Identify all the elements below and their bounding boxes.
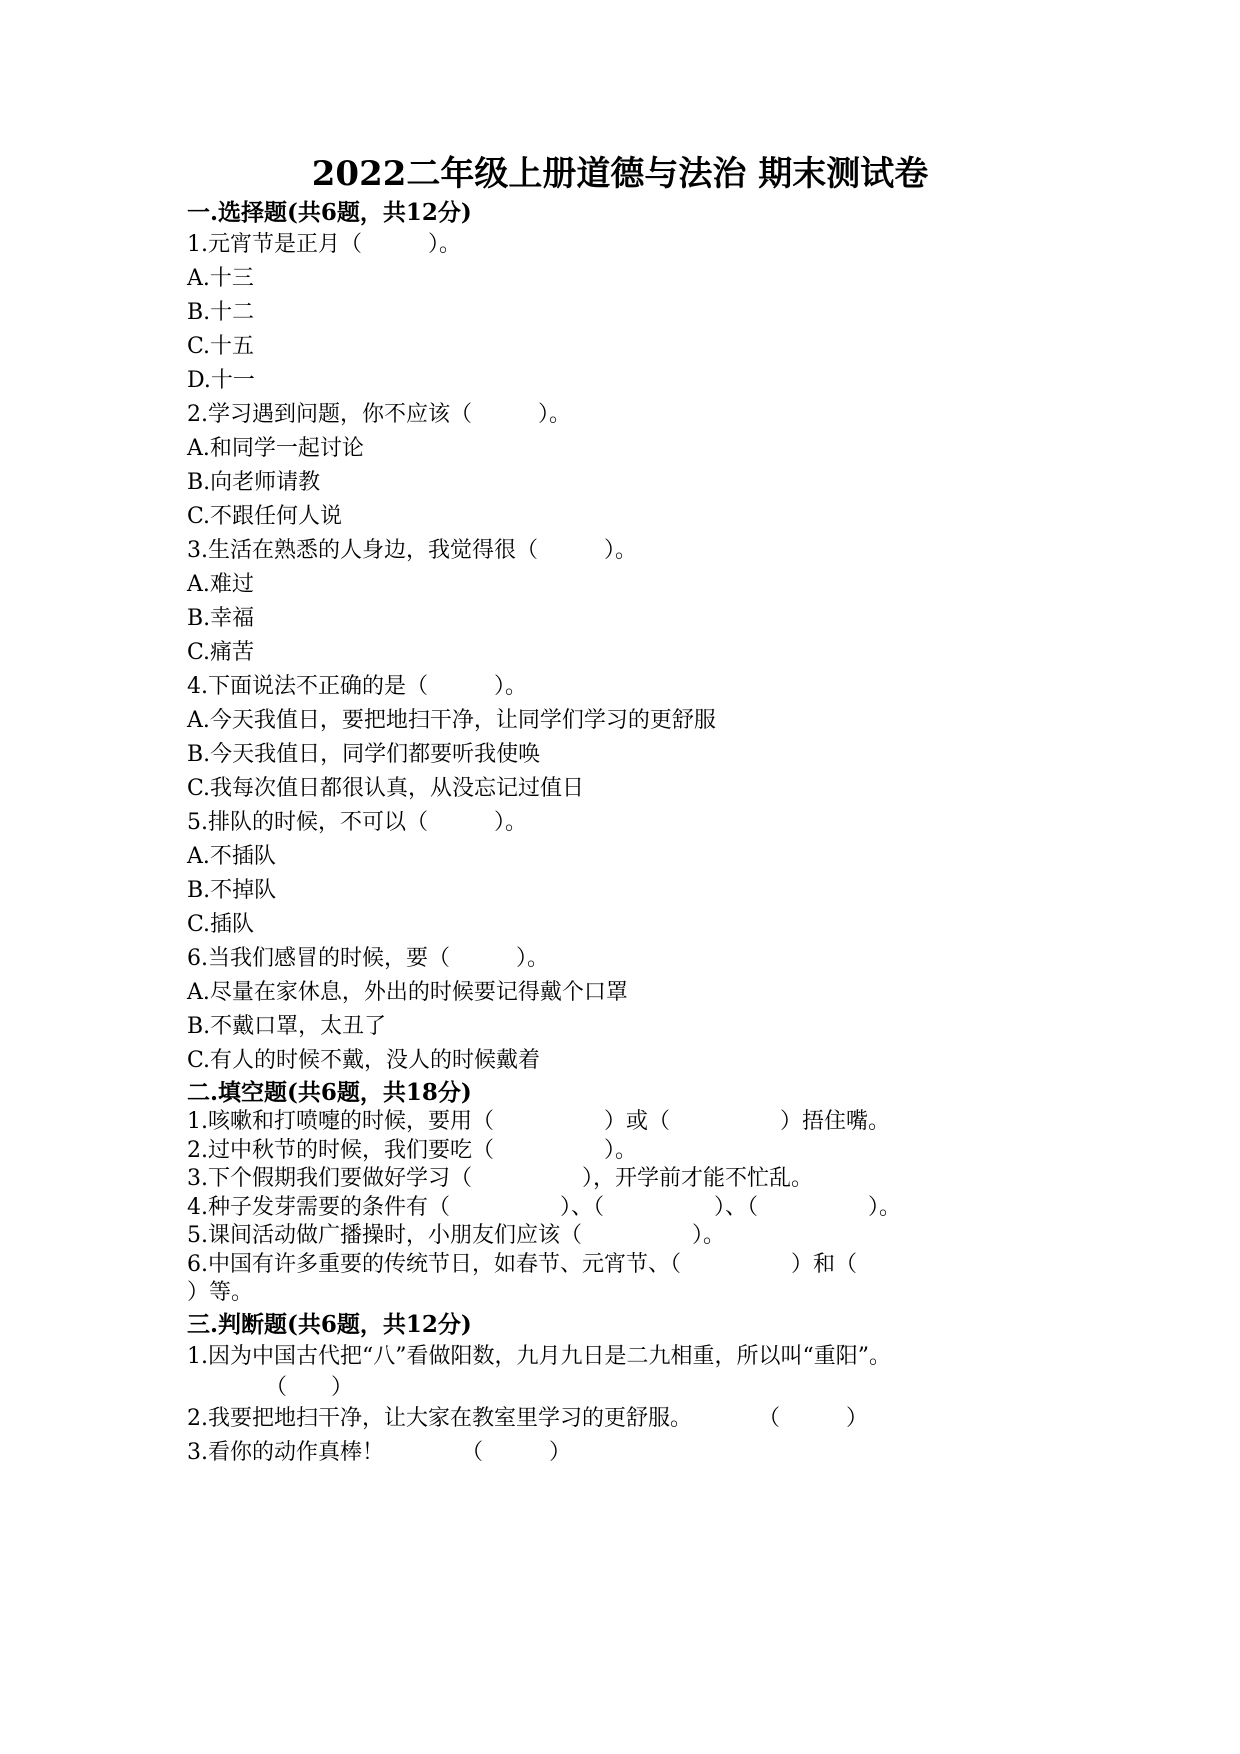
option-c: C.有人的时候不戴，没人的时候戴着 [187, 1048, 541, 1073]
option-c: C.不跟任何人说 [187, 504, 343, 529]
section-heading-choice: 一.选择题(共6题，共12分) [187, 199, 472, 226]
judge-question: 1.因为中国古代把“八”看做阳数，九月九日是二九相重，所以叫“重阳”。 [187, 1343, 891, 1369]
judge-answer-brackets: （ ） [265, 1374, 354, 1400]
fill-question: 5.课间活动做广播操时，小朋友们应该（ ）。 [187, 1223, 725, 1248]
judge-question: 3.看你的动作真棒！ （ ） [187, 1439, 571, 1465]
fill-question: 2.过中秋节的时候，我们要吃（ ）。 [187, 1137, 637, 1163]
page-title: 2022二年级上册道德与法治 期末测试卷 [311, 154, 929, 194]
option-b: B.十二 [187, 300, 255, 325]
option-a: A.不插队 [187, 844, 276, 869]
question-stem: 4.下面说法不正确的是（ ）。 [187, 674, 527, 699]
option-b: B.今天我值日，同学们都要听我使唤 [187, 742, 541, 767]
question-stem: 2.学习遇到问题，你不应该（ ）。 [187, 402, 571, 427]
option-b: B.幸福 [187, 606, 255, 631]
fill-question: 6.中国有许多重要的传统节日，如春节、元宵节、（ ）和（ [187, 1251, 857, 1277]
option-a: A.尽量在家休息，外出的时候要记得戴个口罩 [187, 980, 628, 1005]
option-a: A.今天我值日，要把地扫干净，让同学们学习的更舒服 [187, 708, 716, 733]
option-c: C.插队 [187, 912, 255, 937]
judge-question: 2.我要把地扫干净，让大家在教室里学习的更舒服。 （ ） [187, 1405, 868, 1431]
fill-question: 1.咳嗽和打喷嚏的时候，要用（ ）或（ ）捂住嘴。 [187, 1109, 890, 1134]
option-c: C.十五 [187, 334, 255, 359]
option-a: A.难过 [187, 572, 254, 597]
question-stem: 1.元宵节是正月（ ）。 [187, 232, 461, 257]
option-b: B.不戴口罩，太丑了 [187, 1014, 387, 1039]
question-stem: 5.排队的时候，不可以（ ）。 [187, 810, 527, 835]
question-stem: 3.生活在熟悉的人身边，我觉得很（ ）。 [187, 538, 637, 563]
option-c: C.我每次值日都很认真，从没忘记过值日 [187, 776, 585, 801]
fill-question: 3.下个假期我们要做好学习（ ），开学前才能不忙乱。 [187, 1166, 813, 1191]
option-b: B.向老师请教 [187, 470, 321, 495]
question-stem: 6.当我们感冒的时候，要（ ）。 [187, 946, 549, 971]
section-heading-judge: 三.判断题(共6题，共12分) [187, 1310, 472, 1338]
option-a: A.和同学一起讨论 [187, 436, 364, 461]
fill-question: 4.种子发芽需要的条件有（ ）、（ ）、（ ）。 [187, 1194, 901, 1220]
option-a: A.十三 [187, 266, 254, 291]
section-heading-fill: 二.填空题(共6题，共18分) [187, 1079, 472, 1106]
option-d: D.十一 [187, 368, 255, 393]
exam-content [187, 198, 1067, 1470]
fill-question-continuation: ）等。 [187, 1280, 254, 1305]
option-c: C.痛苦 [187, 640, 255, 665]
option-b: B.不掉队 [187, 878, 277, 903]
